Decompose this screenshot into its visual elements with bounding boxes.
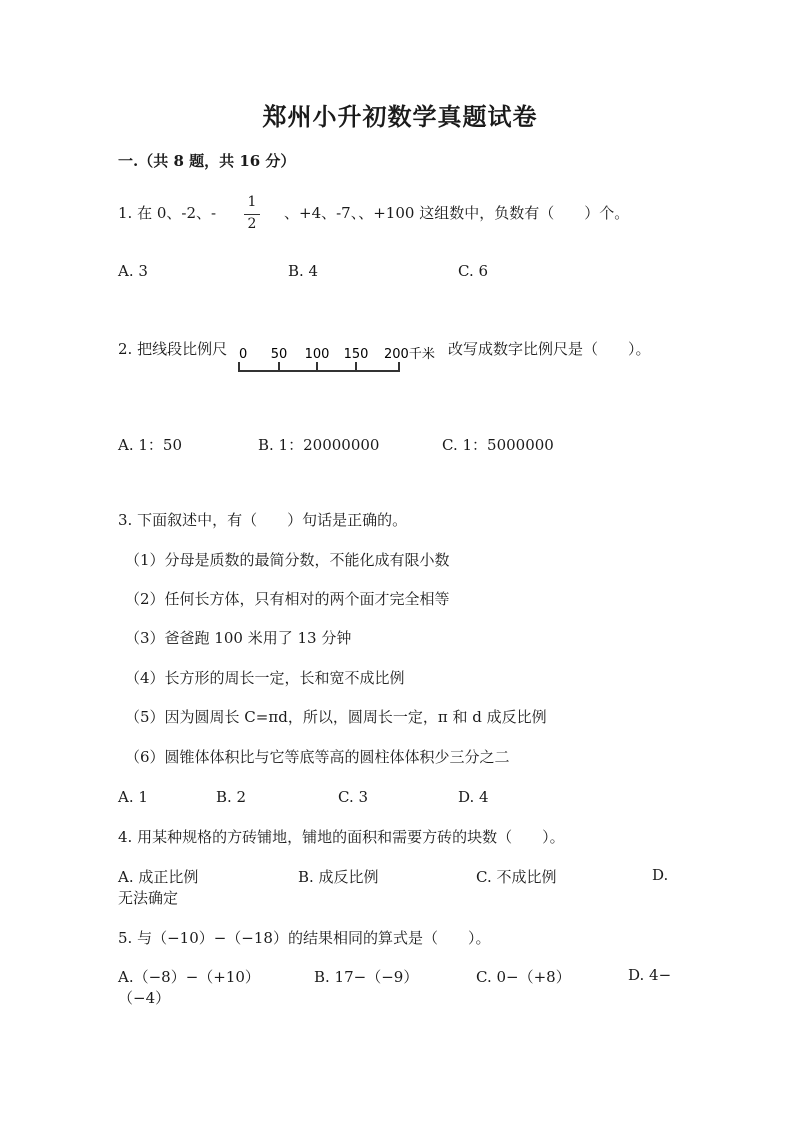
fraction-numerator: 1	[247, 194, 257, 210]
section-heading: 一.（共 8 题，共 16 分）	[118, 152, 296, 170]
q1-option-a[interactable]: A. 3	[118, 262, 148, 280]
question-3-stem: 3. 下面叙述中，有（ ）句话是正确的。	[118, 511, 408, 529]
q4-option-d-text: 无法确定	[118, 889, 179, 907]
q3-option-a[interactable]: A. 1	[118, 788, 148, 806]
question-1-suffix: 、+4、-7、、+100 这组数中，负数有（ ）个。	[284, 204, 630, 222]
q4-option-b[interactable]: B. 成反比例	[298, 868, 379, 886]
question-5-stem: 5. 与（−10）−（−18）的结果相同的算式是（ ）。	[118, 929, 491, 947]
question-1-prefix: 1. 在 0、-2、-	[118, 204, 217, 222]
q4-option-d[interactable]: D.	[652, 866, 669, 884]
q5-option-d[interactable]: D. 4−	[628, 966, 672, 984]
question-2-prefix: 2. 把线段比例尺	[118, 340, 228, 358]
q5-option-b[interactable]: B. 17−（−9）	[314, 968, 419, 986]
q4-option-a[interactable]: A. 成正比例	[118, 868, 199, 886]
q3-statement-6: （6）圆锥体体积比与它等底等高的圆柱体体积少三分之二	[125, 748, 510, 766]
question-2-suffix: 改写成数字比例尺是（ ）。	[448, 340, 651, 358]
scale-label-100: 100	[304, 347, 330, 362]
q4-option-c[interactable]: C. 不成比例	[476, 868, 557, 886]
q3-option-b[interactable]: B. 2	[216, 788, 247, 806]
fraction-bar	[244, 214, 260, 215]
q3-statement-5: （5）因为圆周长 C=πd，所以，圆周长一定，π 和 d 成反比例	[125, 708, 547, 726]
q3-statement-3: （3）爸爸跑 100 米用了 13 分钟	[125, 629, 352, 647]
q3-option-c[interactable]: C. 3	[338, 788, 369, 806]
q1-option-c[interactable]: C. 6	[458, 262, 489, 280]
q2-option-b[interactable]: B. 1：20000000	[258, 436, 380, 454]
scale-label-150: 150	[343, 347, 369, 362]
line-scale-bar	[234, 340, 446, 380]
scale-label-50: 50	[270, 347, 288, 362]
q5-option-d-text: （−4）	[118, 989, 171, 1007]
scale-label-200km: 200千米	[384, 347, 435, 362]
q5-option-c[interactable]: C. 0−（+8）	[476, 968, 571, 986]
scale-label-0: 0	[239, 347, 248, 362]
q2-option-a[interactable]: A. 1：50	[118, 436, 182, 454]
page-title: 郑州小升初数学真题试卷	[262, 102, 538, 131]
q3-statement-1: （1）分母是质数的最简分数，不能化成有限小数	[125, 551, 450, 569]
fraction-one-half	[242, 194, 262, 236]
q1-option-b[interactable]: B. 4	[288, 262, 319, 280]
question-4-stem: 4. 用某种规格的方砖铺地，铺地的面积和需要方砖的块数（ ）。	[118, 828, 565, 846]
fraction-denominator: 2	[247, 216, 257, 232]
q2-option-c[interactable]: C. 1：5000000	[442, 436, 554, 454]
q3-statement-4: （4）长方形的周长一定，长和宽不成比例	[125, 669, 405, 687]
q3-option-d[interactable]: D. 4	[458, 788, 489, 806]
q3-statement-2: （2）任何长方体，只有相对的两个面才完全相等	[125, 590, 450, 608]
q5-option-a[interactable]: A.（−8）−（+10）	[118, 968, 260, 986]
